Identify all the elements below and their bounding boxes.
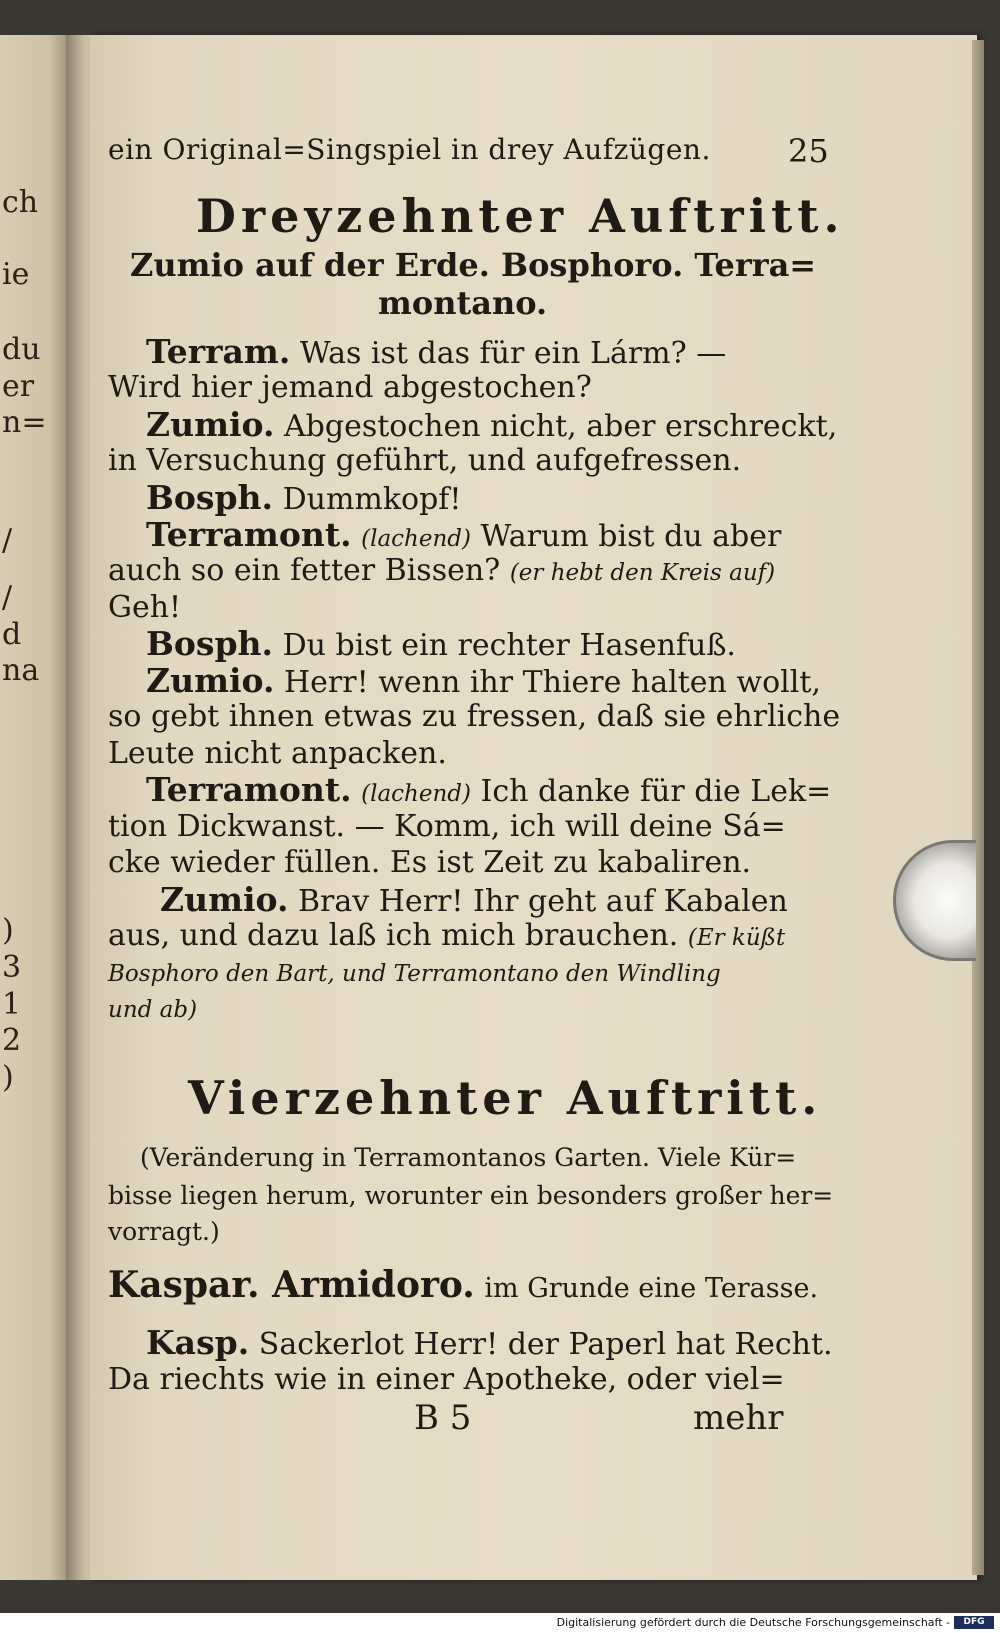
dialogue-line: [108, 553, 775, 591]
stage-direction: (er hebt den Kreis auf): [509, 560, 776, 586]
speech: Ich danke für die Lek=: [480, 774, 832, 809]
character-list: montano.: [378, 284, 548, 322]
dialogue-line: [146, 626, 736, 664]
left-fragment: n=: [2, 405, 47, 440]
character-list: [108, 1264, 819, 1307]
catchword: mehr: [693, 1398, 784, 1438]
stage-direction: Bosphoro den Bart, und Terramontano den Windling: [108, 961, 721, 987]
dialogue-line: Leute nicht anpacken.: [108, 736, 447, 771]
speech: Abgestochen nicht, aber erschreckt,: [284, 409, 838, 444]
dialogue-line: [146, 1325, 833, 1363]
speech: Du bist ein rechter Hasenfuß.: [282, 628, 736, 663]
speaker: Zumio.: [146, 405, 275, 444]
dialogue-line: [146, 334, 726, 372]
left-fragment: 3: [2, 950, 22, 985]
left-fragment: du: [2, 332, 41, 367]
page-number: 25: [788, 132, 829, 170]
speech: auch so ein fetter Bissen?: [108, 553, 501, 588]
dialogue-line: cke wieder füllen. Es ist Zeit zu kabaliren.: [108, 845, 752, 880]
left-fragment: /: [2, 580, 13, 615]
dfg-logo: DFG: [954, 1616, 994, 1629]
stage-direction: und ab): [108, 997, 198, 1023]
stage-direction: bisse liegen herum, worunter ein besonders großer her=: [108, 1181, 834, 1210]
dialogue-line: [146, 480, 461, 518]
left-fragment: er: [2, 369, 35, 404]
character-names: Kaspar. Armidoro.: [108, 1264, 475, 1306]
speaker: Terramont.: [146, 770, 352, 809]
left-fragment: ch: [2, 185, 39, 220]
digitization-footer: [0, 1613, 1000, 1633]
dialogue-line: Geh!: [108, 590, 182, 625]
dialogue-line: in Versuchung geführt, und aufgefressen.: [108, 443, 742, 478]
left-fragment: na: [2, 653, 40, 688]
left-fragment: 2: [2, 1023, 22, 1058]
page-edge: [972, 40, 984, 1575]
left-fragment: ie: [2, 257, 30, 292]
dialogue-line: [108, 918, 785, 956]
speaker: Zumio.: [146, 661, 275, 700]
speech: Warum bist du aber: [480, 519, 782, 554]
dialogue-line: so gebt ihnen etwas zu fressen, daß sie ehrliche: [108, 699, 841, 734]
speech: Dummkopf!: [282, 482, 462, 517]
running-title: ein Original=Singspiel in drey Aufzügen.: [108, 133, 711, 166]
stage-direction: vorragt.): [108, 1217, 220, 1246]
stage-direction: (lachend): [361, 526, 471, 552]
scene-heading: Vierzehnter Auftritt.: [188, 1071, 823, 1125]
speaker: Bosph.: [146, 478, 274, 517]
left-fragment: ): [2, 1060, 14, 1095]
dialogue-line: tion Dickwanst. — Komm, ich will deine Sá=: [108, 809, 786, 844]
speech: Was ist das für ein Lárm? —: [299, 336, 727, 371]
speaker: Terram.: [146, 332, 291, 371]
speaker: Bosph.: [146, 624, 274, 663]
dialogue-line: Wird hier jemand abgestochen?: [108, 370, 592, 405]
setting: im Grunde eine Terasse.: [484, 1273, 819, 1304]
scene-heading: Dreyzehnter Auftritt.: [196, 189, 845, 243]
dialogue-line: [146, 407, 837, 445]
speech: Brav Herr! Ihr geht auf Kabalen: [298, 884, 788, 919]
speaker: Kasp.: [146, 1323, 250, 1362]
speaker: Zumio.: [160, 880, 289, 919]
left-fragment: ): [2, 913, 14, 948]
speech: Sackerlot Herr! der Paperl hat Recht.: [258, 1327, 833, 1362]
left-fragment: /: [2, 523, 13, 558]
left-fragment: d: [2, 617, 22, 652]
left-fragment: 1: [2, 987, 22, 1022]
dialogue-line: [160, 882, 788, 920]
dialogue-line: [146, 517, 781, 557]
speaker: Terramont.: [146, 515, 352, 554]
speech: aus, und dazu laß ich mich brauchen.: [108, 918, 679, 953]
stage-direction: (Er küßt: [687, 925, 786, 951]
left-page-edge: [0, 35, 70, 1580]
character-list: Zumio auf der Erde. Bosphoro. Terra=: [130, 246, 817, 284]
dialogue-line: [146, 772, 831, 812]
speech: Herr! wenn ihr Thiere halten wollt,: [284, 665, 821, 700]
stage-direction: (Veränderung in Terramontanos Garten. Viele Kür=: [140, 1143, 797, 1172]
page-text: [108, 0, 845, 1600]
signature-mark: B 5: [414, 1398, 472, 1438]
funding-credit: Digitalisierung gefördert durch die Deutsche Forschungsgemeinschaft -: [556, 1616, 950, 1629]
dialogue-line: Da riechts wie in einer Apotheke, oder viel=: [108, 1362, 785, 1397]
dialogue-line: [146, 663, 821, 701]
stage-direction: (lachend): [361, 781, 471, 807]
